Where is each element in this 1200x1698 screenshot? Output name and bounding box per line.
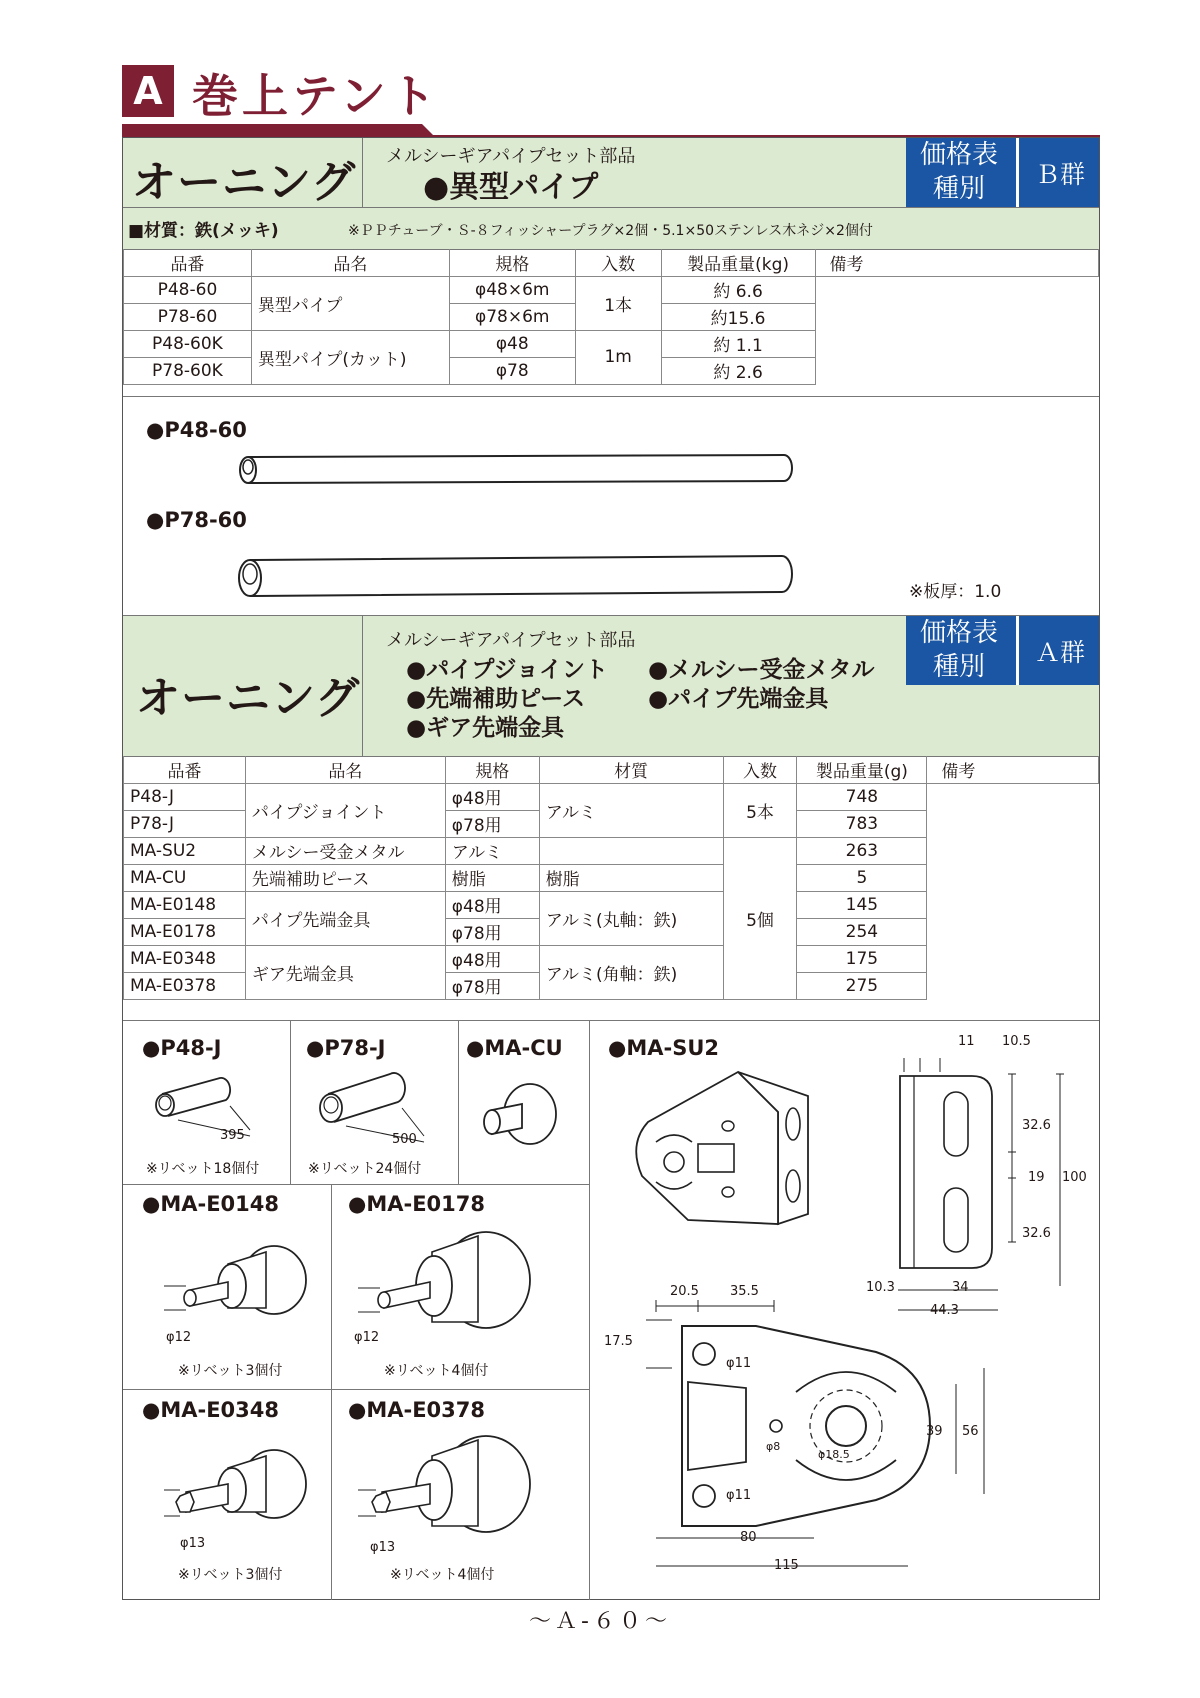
weight-cell: 748 <box>797 783 927 810</box>
material-cell: アルミ(丸軸：鉄) <box>539 891 723 945</box>
name-cell: パイプジョイント <box>245 783 445 837</box>
block2-subtitle-small: メルシーギアパイプセット部品 <box>386 630 636 651</box>
block2-bullet: ●パイプジョイント <box>406 657 608 683</box>
fig-label-p48-j: ●P48-J <box>142 1036 222 1060</box>
price-label: 種別 <box>932 652 985 682</box>
spec-cell: φ78 <box>449 357 575 384</box>
price-group: Ａ群 <box>1016 616 1101 685</box>
block1-price-box <box>906 138 1099 207</box>
pipe-tip-e0178-drawing <box>348 1222 538 1342</box>
fig-label-ma-su2: ●MA-SU2 <box>608 1036 719 1060</box>
spec-cell: φ48用 <box>445 783 539 810</box>
col-header: 備考 <box>927 756 1099 783</box>
hole-11: φ11 <box>726 1488 752 1503</box>
page-number: ～Ａ-６０～ <box>529 1609 671 1634</box>
weight-cell: 254 <box>797 918 927 945</box>
rivet-note: ※リベット18個付 <box>146 1161 260 1177</box>
gear-tip-e0378-drawing <box>348 1426 538 1546</box>
remark-cell <box>927 783 1099 999</box>
weight-cell: 263 <box>797 837 927 864</box>
fig-label-ma-e0148: ●MA-E0148 <box>142 1192 279 1216</box>
dim-11: 11 <box>958 1034 975 1049</box>
code-cell: MA-CU <box>124 864 246 891</box>
fig-label-ma-e0378: ●MA-E0378 <box>348 1398 485 1422</box>
block1-subtitle-small: メルシーギアパイプセット部品 <box>386 146 636 167</box>
code-cell: MA-SU2 <box>124 837 246 864</box>
code-cell: P48-60 <box>124 276 252 303</box>
spec-cell: φ78×6m <box>449 303 575 330</box>
weight-cell: 783 <box>797 810 927 837</box>
col-header: 品番 <box>124 756 246 783</box>
spec-cell: φ48用 <box>445 945 539 972</box>
rivet-note: ※リベット4個付 <box>390 1567 495 1583</box>
code-cell: P78-60 <box>124 303 252 330</box>
rivet-note: ※リベット3個付 <box>178 1363 283 1379</box>
code-cell: P48-60K <box>124 330 252 357</box>
price-group: Ｂ群 <box>1016 138 1101 207</box>
dim-100: 100 <box>1062 1170 1087 1185</box>
name-cell: 異型パイプ(カット) <box>251 330 449 384</box>
qty-cell: 5個 <box>723 837 797 999</box>
rivet-note: ※リベット24個付 <box>308 1161 422 1177</box>
dim-39: 39 <box>926 1424 943 1439</box>
code-cell: MA-E0178 <box>124 918 246 945</box>
pipe-p78-60-drawing <box>236 548 796 608</box>
rivet-note: ※リベット4個付 <box>384 1363 489 1379</box>
shaft-diameter: φ13 <box>370 1540 396 1555</box>
shaft-diameter: φ12 <box>354 1330 380 1345</box>
block2-bullet: ●パイプ先端金具 <box>648 686 829 712</box>
dim-19: 19 <box>1028 1170 1045 1185</box>
dim-500: 500 <box>392 1132 417 1147</box>
col-header: 備考 <box>815 249 1098 276</box>
col-header: 製品重量(g) <box>797 756 927 783</box>
spec-cell: φ48×6m <box>449 276 575 303</box>
price-label: 価格表 <box>919 140 998 170</box>
col-header: 材質 <box>539 756 723 783</box>
spec-cell: φ78用 <box>445 810 539 837</box>
dim-44-3: 44.3 <box>930 1303 959 1318</box>
dimension-lines <box>618 1282 918 1582</box>
shaft-diameter: φ13 <box>180 1536 206 1551</box>
weight-cell: 約 1.1 <box>661 330 815 357</box>
dimension-lines <box>950 1364 1010 1504</box>
col-header: 規格 <box>445 756 539 783</box>
block2-bullet: ●先端補助ピース <box>406 686 585 712</box>
name-cell: ギア先端金具 <box>245 945 445 999</box>
gear-tip-e0348-drawing <box>156 1432 316 1542</box>
col-header: 規格 <box>449 249 575 276</box>
code-cell: P78-60K <box>124 357 252 384</box>
block1-title: オーニング <box>132 157 357 208</box>
col-header: 入数 <box>575 249 661 276</box>
name-cell: パイプ先端金具 <box>245 891 445 945</box>
weight-cell: 175 <box>797 945 927 972</box>
pipe-p48-60-drawing <box>236 445 796 495</box>
col-header: 品名 <box>251 249 449 276</box>
remark-cell <box>815 276 1098 384</box>
hole-8: φ8 <box>766 1440 781 1453</box>
section-badge: A <box>122 65 174 117</box>
fig-label-ma-e0348: ●MA-E0348 <box>142 1398 279 1422</box>
table-row <box>124 276 1099 303</box>
block1-accessory-note: ※ＰＰチューブ・Ｓ-８フィッシャープラグ×2個・5.1×50ステンレス木ネジ×2個付 <box>348 223 873 239</box>
dim-35-5: 35.5 <box>730 1284 759 1299</box>
qty-cell: 1本 <box>575 276 661 330</box>
dim-80: 80 <box>740 1530 757 1545</box>
col-header: 品番 <box>124 249 252 276</box>
price-label: 種別 <box>932 174 985 204</box>
qty-cell: 5本 <box>723 783 797 837</box>
col-header: 入数 <box>723 756 797 783</box>
receiver-metal-3d-drawing <box>628 1064 828 1234</box>
shaft-diameter: φ12 <box>166 1330 192 1345</box>
name-cell: 先端補助ピース <box>245 864 445 891</box>
code-cell: P48-J <box>124 783 246 810</box>
fig-label-p78-60: ●P78-60 <box>146 508 247 532</box>
weight-cell: 145 <box>797 891 927 918</box>
dim-10-3: 10.3 <box>866 1280 895 1295</box>
code-cell: MA-E0148 <box>124 891 246 918</box>
section-title: 巻上テント <box>192 69 440 123</box>
dim-56: 56 <box>962 1424 979 1439</box>
material-cell: アルミ <box>539 783 723 837</box>
name-cell: 異型パイプ <box>251 276 449 330</box>
fig-label-ma-cu: ●MA-CU <box>466 1036 563 1060</box>
dim-20-5: 20.5 <box>670 1284 699 1299</box>
dim-34: 34 <box>952 1280 969 1295</box>
hole-11: φ11 <box>726 1356 752 1371</box>
spec-cell: φ48用 <box>445 891 539 918</box>
code-cell: MA-E0378 <box>124 972 246 999</box>
material-cell: 樹脂 <box>539 864 723 891</box>
code-cell: P78-J <box>124 810 246 837</box>
dim-395: 395 <box>220 1128 245 1143</box>
spec-cell: 樹脂 <box>445 864 539 891</box>
block2-bullet: ●メルシー受金メタル <box>648 657 875 683</box>
price-label: 価格表 <box>919 618 998 648</box>
qty-cell: 1m <box>575 330 661 384</box>
block1-material: ■材質：鉄(メッキ) <box>128 221 279 241</box>
name-cell: メルシー受金メタル <box>245 837 445 864</box>
dim-32-6: 32.6 <box>1022 1118 1051 1133</box>
spec-cell: φ78用 <box>445 918 539 945</box>
material-cell: アルミ(角軸：鉄) <box>539 945 723 999</box>
hole-18-5: φ18.5 <box>818 1448 850 1461</box>
block1-subtitle: ●異型パイプ <box>423 170 599 205</box>
table-row <box>124 783 1099 810</box>
block2-price-box <box>906 616 1099 685</box>
code-cell: MA-E0348 <box>124 945 246 972</box>
section-rule <box>122 124 1100 137</box>
block2-table <box>123 756 1099 1000</box>
col-header: 製品重量(kg) <box>661 249 815 276</box>
block1-table <box>123 249 1099 385</box>
dim-32-6: 32.6 <box>1022 1226 1051 1241</box>
block2-title: オーニング <box>136 673 361 724</box>
thickness-note: ※板厚：1.0 <box>909 582 1002 602</box>
weight-cell: 約 2.6 <box>661 357 815 384</box>
weight-cell: 約15.6 <box>661 303 815 330</box>
dim-115: 115 <box>774 1558 799 1573</box>
tip-piece-drawing <box>478 1078 568 1158</box>
fig-label-p78-j: ●P78-J <box>306 1036 386 1060</box>
pipe-joint-p78-drawing <box>314 1068 454 1148</box>
dim-17-5: 17.5 <box>604 1334 633 1349</box>
spec-cell: φ48 <box>449 330 575 357</box>
weight-cell: 約 6.6 <box>661 276 815 303</box>
spec-cell: アルミ <box>445 837 539 864</box>
pipe-joint-p48-drawing <box>150 1072 280 1142</box>
material-cell <box>539 837 723 864</box>
pipe-tip-e0148-drawing <box>156 1228 316 1338</box>
col-header: 品名 <box>245 756 445 783</box>
weight-cell: 275 <box>797 972 927 999</box>
spec-cell: φ78用 <box>445 972 539 999</box>
weight-cell: 5 <box>797 864 927 891</box>
block2-bullet: ●ギア先端金具 <box>406 715 565 741</box>
fig-label-p48-60: ●P48-60 <box>146 418 247 442</box>
dim-10-5: 10.5 <box>1002 1034 1031 1049</box>
rivet-note: ※リベット3個付 <box>178 1567 283 1583</box>
receiver-metal-side-view <box>896 1052 996 1282</box>
fig-label-ma-e0178: ●MA-E0178 <box>348 1192 485 1216</box>
